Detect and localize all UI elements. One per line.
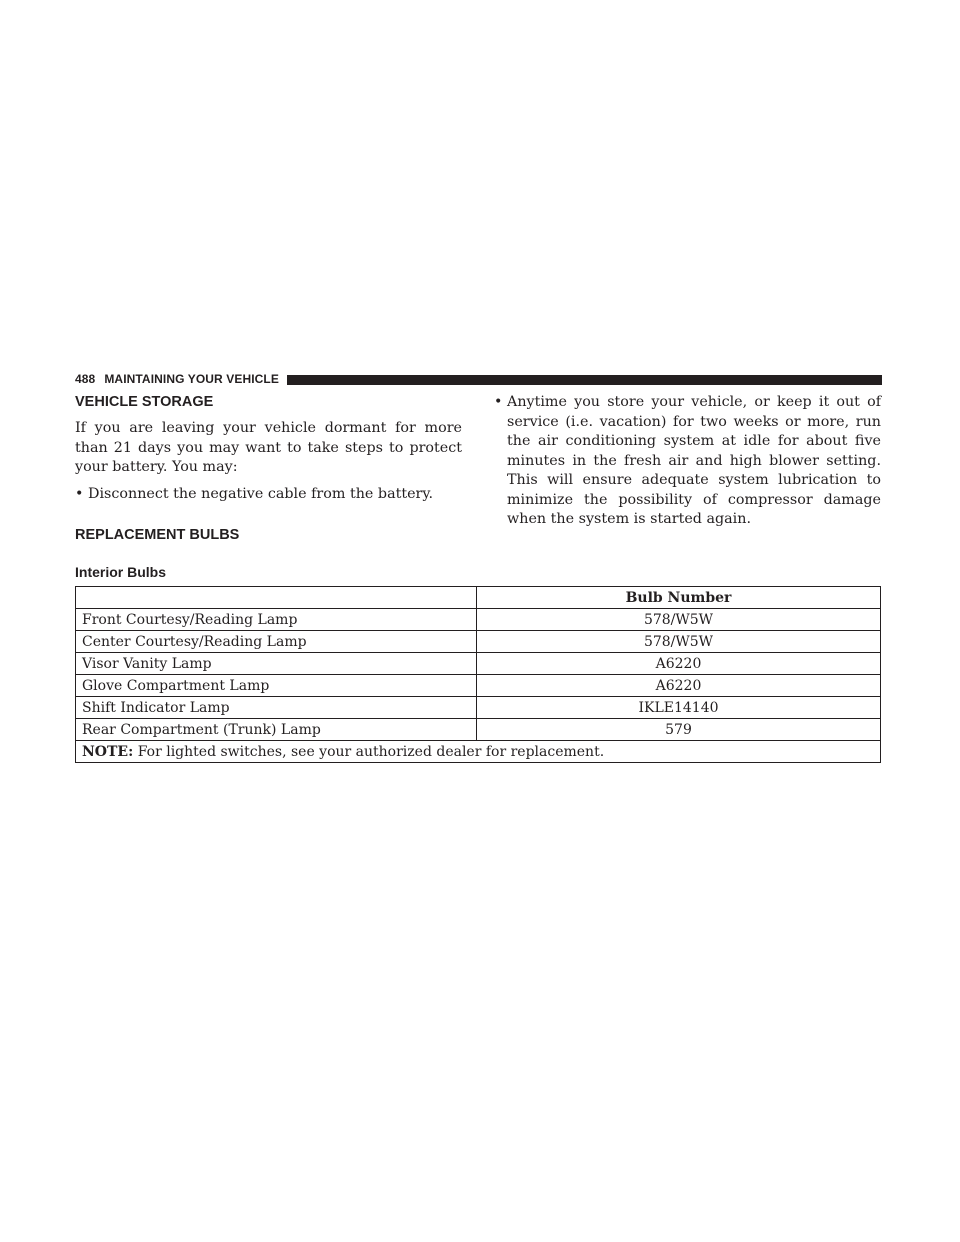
storage-intro-paragraph: If you are leaving your vehicle dormant for more than 21 days you may want to take steps to protect your battery. You may: bbox=[75, 420, 462, 475]
table-row bbox=[76, 609, 881, 631]
note-text: For lighted switches, see your authorized dealer for replacement. bbox=[133, 743, 605, 760]
list-item bbox=[494, 393, 881, 530]
page-header bbox=[75, 371, 882, 387]
section-title: MAINTAINING YOUR VEHICLE bbox=[104, 372, 279, 386]
interior-bulbs-subheading: Interior Bulbs bbox=[75, 564, 167, 580]
list-item bbox=[75, 485, 462, 505]
bullet-text: Disconnect the negative cable from the battery. bbox=[88, 485, 434, 502]
table-row bbox=[76, 697, 881, 719]
left-column bbox=[75, 419, 462, 504]
table-row bbox=[76, 719, 881, 741]
lamp-name-cell: Front Courtesy/Reading Lamp bbox=[76, 609, 477, 631]
bullet-marker: • bbox=[494, 394, 503, 410]
bulb-number-cell: A6220 bbox=[477, 675, 881, 697]
bullet-marker: • bbox=[75, 485, 84, 502]
bullet-text: Anytime you store your vehicle, or keep it out of service (i.e. vacation) for two weeks or more, run the air conditioning system at idle for about five minutes in the fresh air and high blower setting. This will ensure adequate system lubrication to minimize the possibility of compressor damage when the system is started again. bbox=[507, 394, 881, 527]
table-header-cell: Bulb Number bbox=[477, 587, 881, 609]
bulb-number-cell: 578/W5W bbox=[477, 631, 881, 653]
table-note-row bbox=[76, 741, 881, 763]
table-row bbox=[76, 631, 881, 653]
lamp-name-cell: Rear Compartment (Trunk) Lamp bbox=[76, 719, 477, 741]
note-label: NOTE: bbox=[82, 743, 134, 760]
lamp-name-cell: Shift Indicator Lamp bbox=[76, 697, 477, 719]
lamp-name-cell: Glove Compartment Lamp bbox=[76, 675, 477, 697]
right-column bbox=[494, 393, 881, 530]
bulb-number-cell: IKLE14140 bbox=[477, 697, 881, 719]
table-row bbox=[76, 675, 881, 697]
table-header-row bbox=[76, 587, 881, 609]
interior-bulbs-table bbox=[75, 586, 881, 763]
table-header-cell bbox=[76, 587, 477, 609]
replacement-bulbs-heading: REPLACEMENT BULBS bbox=[75, 527, 240, 543]
table-row bbox=[76, 653, 881, 675]
lamp-name-cell: Visor Vanity Lamp bbox=[76, 653, 477, 675]
bulb-number-cell: A6220 bbox=[477, 653, 881, 675]
bulb-number-cell: 579 bbox=[477, 719, 881, 741]
header-rule bbox=[287, 375, 882, 385]
lamp-name-cell: Center Courtesy/Reading Lamp bbox=[76, 631, 477, 653]
vehicle-storage-heading: VEHICLE STORAGE bbox=[75, 394, 214, 410]
page-number: 488 bbox=[75, 372, 96, 386]
bulb-number-cell: 578/W5W bbox=[477, 609, 881, 631]
table-note-cell bbox=[76, 741, 881, 763]
